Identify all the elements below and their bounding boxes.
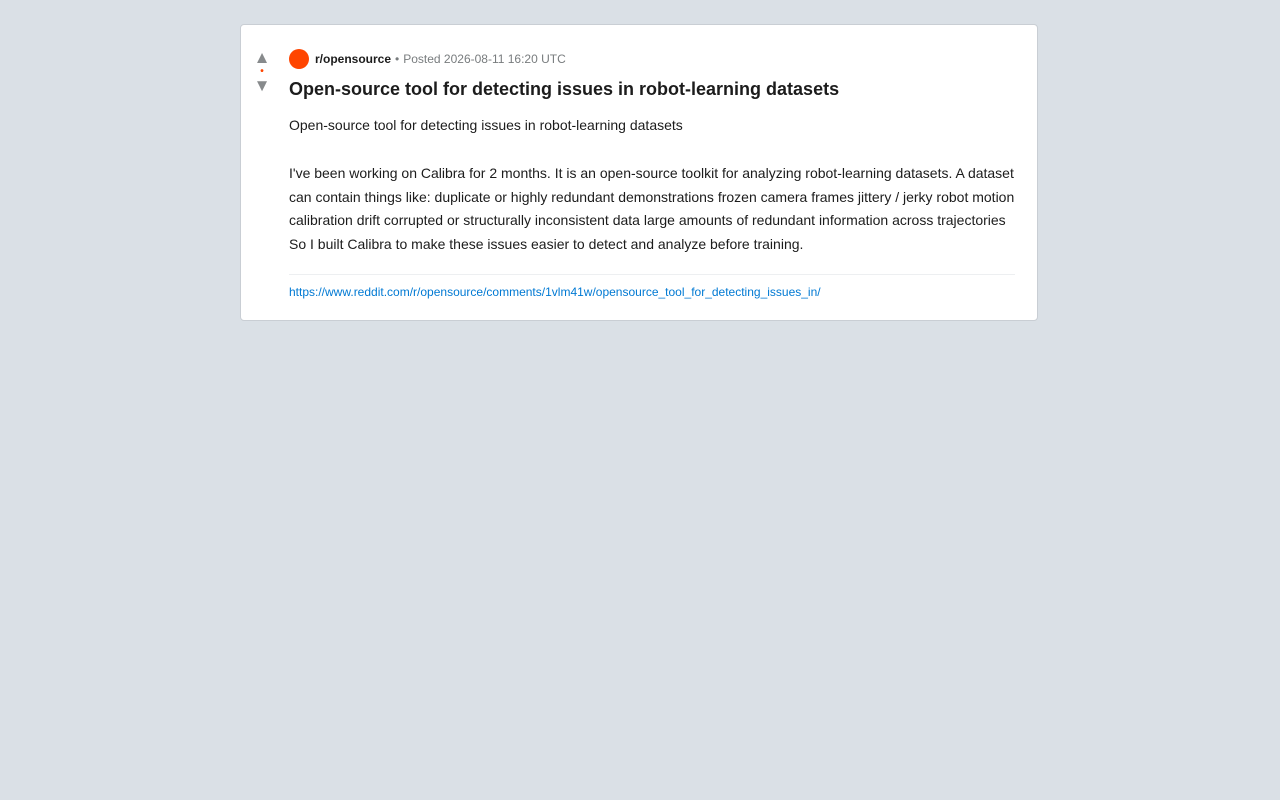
permalink[interactable]: https://www.reddit.com/r/opensource/comments/1vlm41w/opensource_tool_for_detecting_issues_in/ [289,284,821,299]
vote-column [251,49,273,95]
post-title[interactable]: Open-source tool for detecting issues in robot-learning datasets [289,79,840,99]
subreddit-link[interactable]: r/opensource [315,52,392,66]
divider [289,274,1015,275]
meta-separator: • [395,52,400,66]
post-card [240,24,1038,321]
post-content [289,49,1015,301]
post-timestamp: Posted 2026-08-11 16:20 UTC [403,52,566,66]
vote-score: • [260,66,264,77]
subreddit-icon[interactable] [289,49,309,69]
post-meta [289,49,1015,69]
downvote-icon[interactable]: ▼ [253,76,271,95]
upvote-icon[interactable]: ▲ [253,48,271,67]
post-body [289,114,1015,257]
post-body-paragraph: I've been working on Calibra for 2 months. It is an open-source toolkit for analyzing robot-learning datasets. A dataset can contain things like: duplicate or highly redundant demonstrations frozen camera frames jittery / jerky robot motion calibration drift corrupted or structurally inconsistent data large amounts of redundant information across trajectories So I built Calibra to make these issues easier to detect and analyze before training. [289,164,1015,253]
post-body-paragraph: Open-source tool for detecting issues in robot-learning datasets [289,117,683,133]
